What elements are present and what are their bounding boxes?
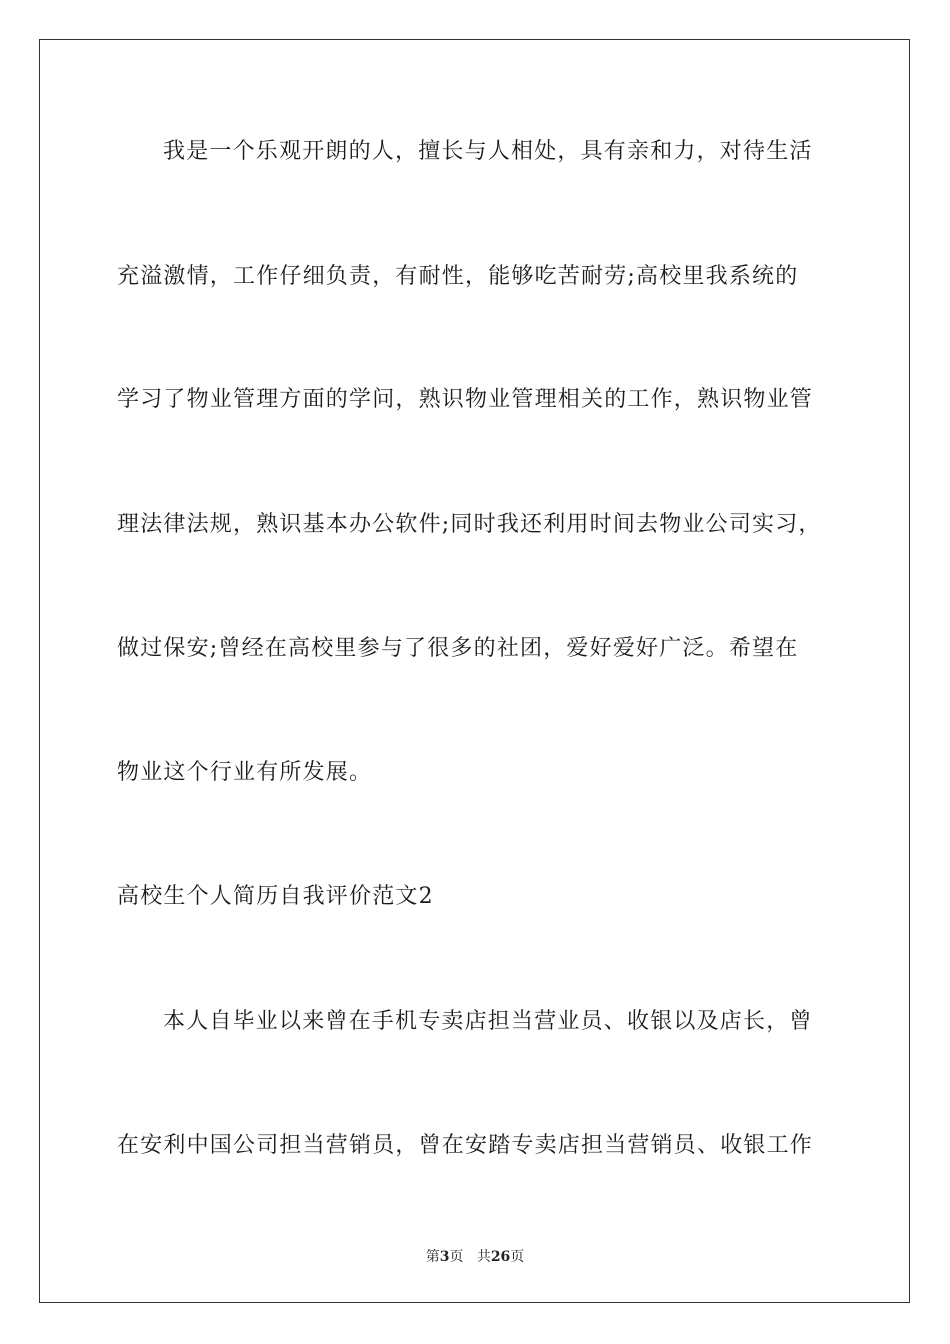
- paragraph-1-line-1: 我是一个乐观开朗的人，擅长与人相处，具有亲和力，对待生活: [163, 139, 813, 164]
- page-footer: [0, 1247, 950, 1267]
- paragraph-1-line-3: 学习了物业管理方面的学问，熟识物业管理相关的工作，熟识物业管: [117, 387, 814, 412]
- paragraph-1-line-6: 物业这个行业有所发展。: [117, 760, 373, 785]
- paragraph-1-line-2: 充溢激情，工作仔细负责，有耐性，能够吃苦耐劳;高校里我系统的: [117, 264, 799, 289]
- paragraph-2-line-2: 在安利中国公司担当营销员，曾在安踏专卖店担当营销员、收银工作: [117, 1133, 814, 1158]
- total-prefix: 共: [476, 1249, 491, 1265]
- page-border: [39, 39, 910, 1303]
- paragraph-2-line-1: 本人自毕业以来曾在手机专卖店担当营业员、收银以及店长，曾: [163, 1009, 813, 1034]
- total-suffix: 页: [510, 1249, 525, 1265]
- page-suffix: 页: [449, 1249, 464, 1265]
- paragraph-1-line-5: 做过保安;曾经在高校里参与了很多的社团，爱好爱好广泛。希望在: [117, 636, 799, 661]
- page-prefix: 第: [425, 1249, 440, 1265]
- page-number: 3: [439, 1249, 450, 1265]
- paragraph-1-line-4: 理法律法规，熟识基本办公软件;同时我还利用时间去物业公司实习，: [117, 512, 822, 537]
- total-pages: 26: [490, 1249, 511, 1265]
- section-heading: 高校生个人简历自我评价范文2: [117, 884, 434, 909]
